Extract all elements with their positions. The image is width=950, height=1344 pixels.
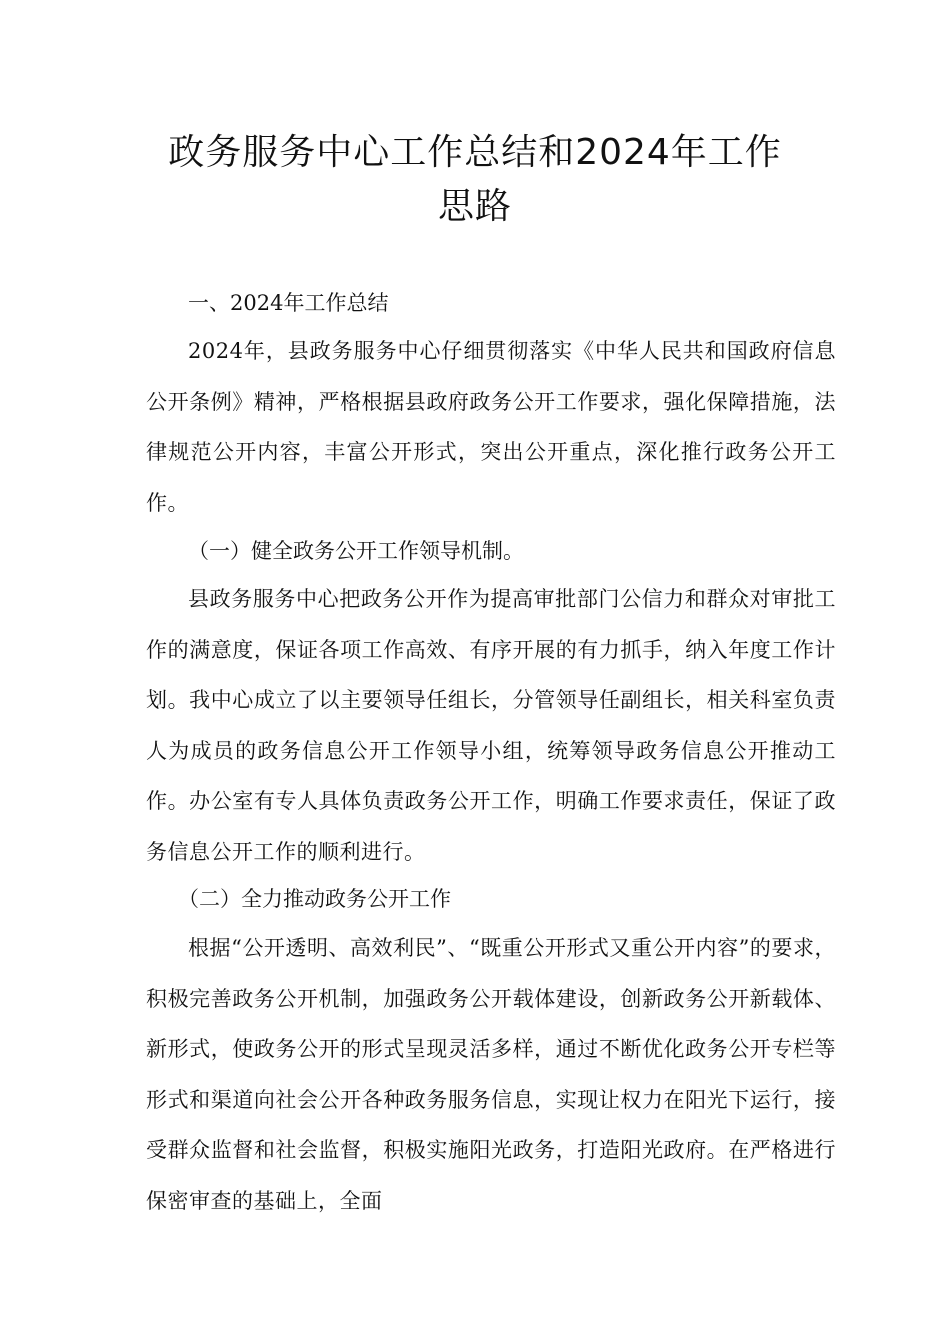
section-heading: 一、2024年工作总结 [188,291,389,315]
document-title [130,126,820,234]
title-line-2: 思路 [437,186,512,227]
paragraph-2: 县政务服务中心把政务公开作为提高审批部门公信力和群众对审批工作的满意度，保证各项工作高效、有序开展的有力抓手，纳入年度工作计划。我中心成立了以主要领导任组长，分管领导任副组长，相关科室负责人为成员的政务信息公开工作领导小组，统筹领导政务信息公开推动工作。办公室有专人具体负责政务公开工作，明确工作要求责任，保证了政务信息公开工作的顺利进行。 [146,587,836,864]
subsection-heading-2: （二）全力推动政务公开工作 [178,887,451,911]
title-line-1: 政务服务中心工作总结和2024年工作 [168,132,782,173]
paragraph-1: 2024年，县政务服务中心仔细贯彻落实《中华人民共和国政府信息公开条例》精神，严格根据县政府政务公开工作要求，强化保障措施，法律规范公开内容，丰富公开形式，突出公开重点，深化推行政务公开工作。 [146,339,836,515]
subsection-heading-1: （一）健全政务公开工作领导机制。 [188,539,524,563]
paragraph-3: 根据“公开透明、高效利民”、“既重公开形式又重公开内容”的要求，积极完善政务公开机制，加强政务公开载体建设，创新政务公开新载体、新形式，使政务公开的形式呈现灵活多样，通过不断优化政务公开专栏等形式和渠道向社会公开各种政务服务信息，实现让权力在阳光下运行，接受群众监督和社会监督，积极实施阳光政务，打造阳光政府。在严格进行保密审查的基础上，全面 [146,936,836,1213]
